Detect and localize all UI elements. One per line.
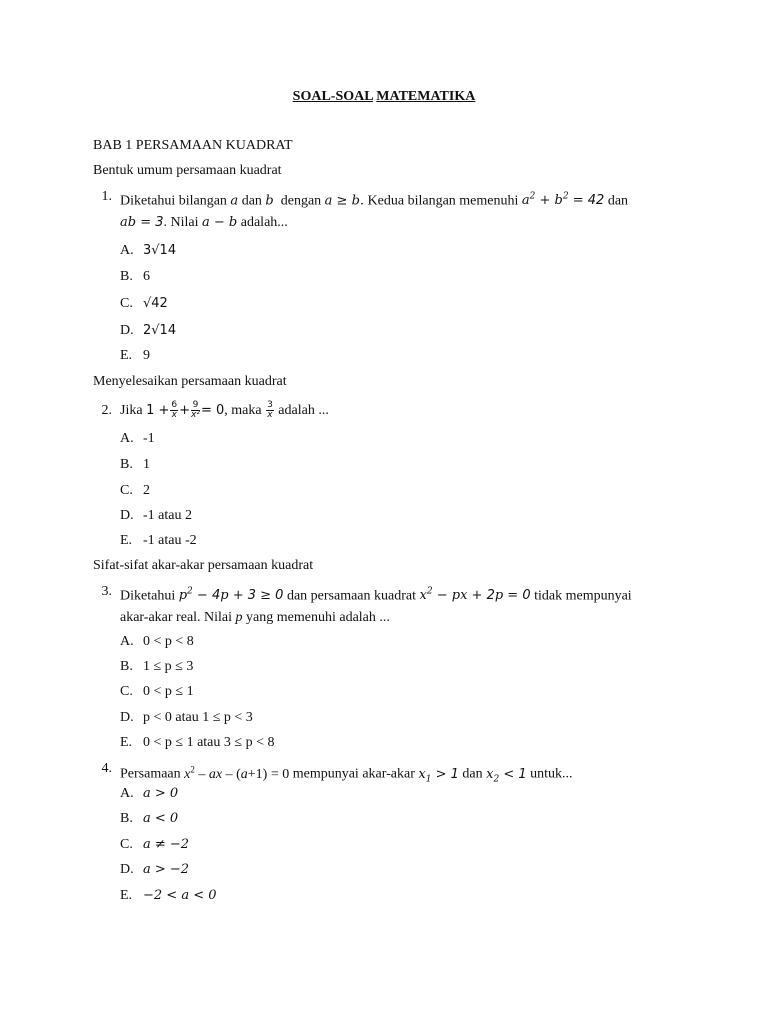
q2-option-e-text: -1 atau -2: [143, 533, 197, 548]
q2-equation: 1 + $\frac{6}{x}$ + $\frac{9}{\text{x²}}$ = 0: [146, 400, 225, 420]
q1-text-6: . Nilai: [163, 215, 199, 230]
q2-fraction: $\frac{3}{x}$: [267, 400, 273, 421]
q4-text-2: mempunyai akar-akar: [292, 766, 415, 782]
q1-text-4: Kedua bilangan memenuhi: [367, 193, 519, 209]
q3-inequality: $p^2 - 4p + 3 \ge 0$: [178, 587, 284, 604]
q2-option-e-letter: E.: [120, 533, 133, 548]
q3-option-e-letter: E.: [120, 735, 133, 750]
title-part1: SOAL-SOAL: [292, 89, 373, 104]
q1-option-d-letter: D.: [120, 323, 134, 338]
q2-option-a-text: -1: [143, 431, 155, 446]
page-title: [0, 89, 768, 105]
q1-option-a-letter: A.: [120, 243, 134, 258]
q2-option-b-text: 1: [143, 457, 150, 472]
q3-option-b-text: 1 ≤ p ≤ 3: [143, 659, 194, 674]
question-number-4: 4.: [101, 761, 112, 776]
q3-option-c-letter: C.: [120, 684, 133, 699]
q1-option-c-letter: C.: [120, 296, 133, 311]
q4-root-1: $x_1 > 1$: [418, 766, 459, 785]
q1-option-b-text: 6: [143, 269, 150, 284]
question-number-2: 2.: [101, 403, 112, 418]
q1-expression: a − b: [202, 215, 238, 230]
q4-option-b-text: a < 0: [143, 811, 179, 826]
q1-text-5: dan: [607, 193, 629, 209]
q4-option-b-letter: B.: [120, 811, 133, 826]
q3-text-2: dan persamaan kuadrat: [286, 588, 417, 604]
q1-var-b: b: [265, 193, 274, 209]
q4-equation: $x^2$ – ax – (a+1) = 0: [184, 764, 290, 782]
q2-option-c-letter: C.: [120, 483, 133, 498]
q4-option-e-letter: E.: [120, 888, 133, 903]
q2-text-1: Jika: [120, 403, 143, 418]
q4-option-d-letter: D.: [120, 862, 134, 877]
q2-text-3: adalah ...: [278, 403, 329, 418]
q4-text-1: Persamaan: [120, 766, 181, 782]
q1-option-e-text: 9: [143, 348, 150, 363]
q1-option-e-letter: E.: [120, 348, 133, 363]
q4-option-c-letter: C.: [120, 837, 133, 852]
q1-var-a: a: [230, 193, 239, 209]
question-4-line: [120, 761, 573, 787]
q1-option-b-letter: B.: [120, 269, 133, 284]
q4-text-4: untuk...: [530, 766, 573, 782]
q3-option-d-letter: D.: [120, 710, 134, 725]
q2-text-2: , maka: [224, 403, 262, 418]
q2-option-c-text: 2: [143, 483, 150, 498]
q1-condition: a ≥ b.: [324, 193, 365, 209]
q2-option-d-letter: D.: [120, 508, 134, 523]
chapter-heading: BAB 1 PERSAMAAN KUADRAT: [93, 138, 293, 153]
section-heading-2: Menyelesaikan persamaan kuadrat: [93, 374, 287, 389]
q4-root-2: $x_2 < 1$: [486, 766, 527, 785]
q3-option-c-text: 0 < p ≤ 1: [143, 684, 194, 699]
section-heading-1: Bentuk umum persamaan kuadrat: [93, 163, 282, 178]
q4-option-c-text: a ≠ −2: [143, 837, 190, 852]
q1-option-d-text: 2√14: [143, 323, 177, 338]
question-3-line-1: [120, 584, 632, 604]
q3-text-5: yang memenuhi adalah ...: [246, 610, 390, 625]
q1-option-c-text: √42: [143, 296, 168, 311]
title-part2: MATEMATIKA: [376, 89, 476, 104]
q4-option-e-text: −2 < a < 0: [143, 888, 217, 903]
q3-option-a-letter: A.: [120, 634, 134, 649]
question-1-line-2: [120, 215, 288, 231]
q1-option-a-text: 3√14: [143, 243, 177, 258]
q1-option-a: [143, 243, 176, 259]
q3-text-4: akar-akar real. Nilai: [120, 610, 233, 625]
q4-text-3: dan: [462, 766, 483, 782]
q3-option-d-text: p < 0 atau 1 ≤ p < 3: [143, 710, 253, 725]
q2-option-b-letter: B.: [120, 457, 133, 472]
q4-option-a-text: a > 0: [143, 786, 179, 801]
q3-text-1: Diketahui: [120, 588, 176, 604]
q1-text-7: adalah...: [240, 215, 288, 230]
q3-text-3: tidak mempunyai: [534, 588, 632, 604]
question-3-line-2: [120, 610, 390, 626]
q1-option-c: [143, 296, 168, 312]
q1-text-2: dan: [241, 193, 262, 209]
q4-option-a-letter: A.: [120, 786, 134, 801]
q1-option-d: [143, 323, 176, 339]
question-number-1: 1.: [101, 189, 112, 204]
q1-text-3: dengan: [280, 193, 322, 209]
question-1-line-1: [120, 189, 628, 209]
q3-option-e-text: 0 < p ≤ 1 atau 3 ≤ p < 8: [143, 735, 275, 750]
q1-equation-1: $a^2 + b^2 = 42$: [521, 192, 605, 209]
question-number-3: 3.: [101, 584, 112, 599]
q1-equation-2: ab = 3: [120, 215, 164, 230]
q1-text-1: Diketahui bilangan: [120, 193, 227, 209]
q3-var-p: p: [235, 610, 243, 625]
q4-option-d-text: a > −2: [143, 862, 190, 877]
section-heading-3: Sifat-sifat akar-akar persamaan kuadrat: [93, 558, 314, 573]
q3-option-a-text: 0 < p < 8: [143, 634, 194, 649]
q3-equation: $x^2$ − px + 2p = 0: [419, 587, 531, 604]
q3-option-b-letter: B.: [120, 659, 133, 674]
q2-option-d-text: -1 atau 2: [143, 508, 192, 523]
q2-option-a-letter: A.: [120, 431, 134, 446]
question-2-line: [120, 397, 329, 425]
